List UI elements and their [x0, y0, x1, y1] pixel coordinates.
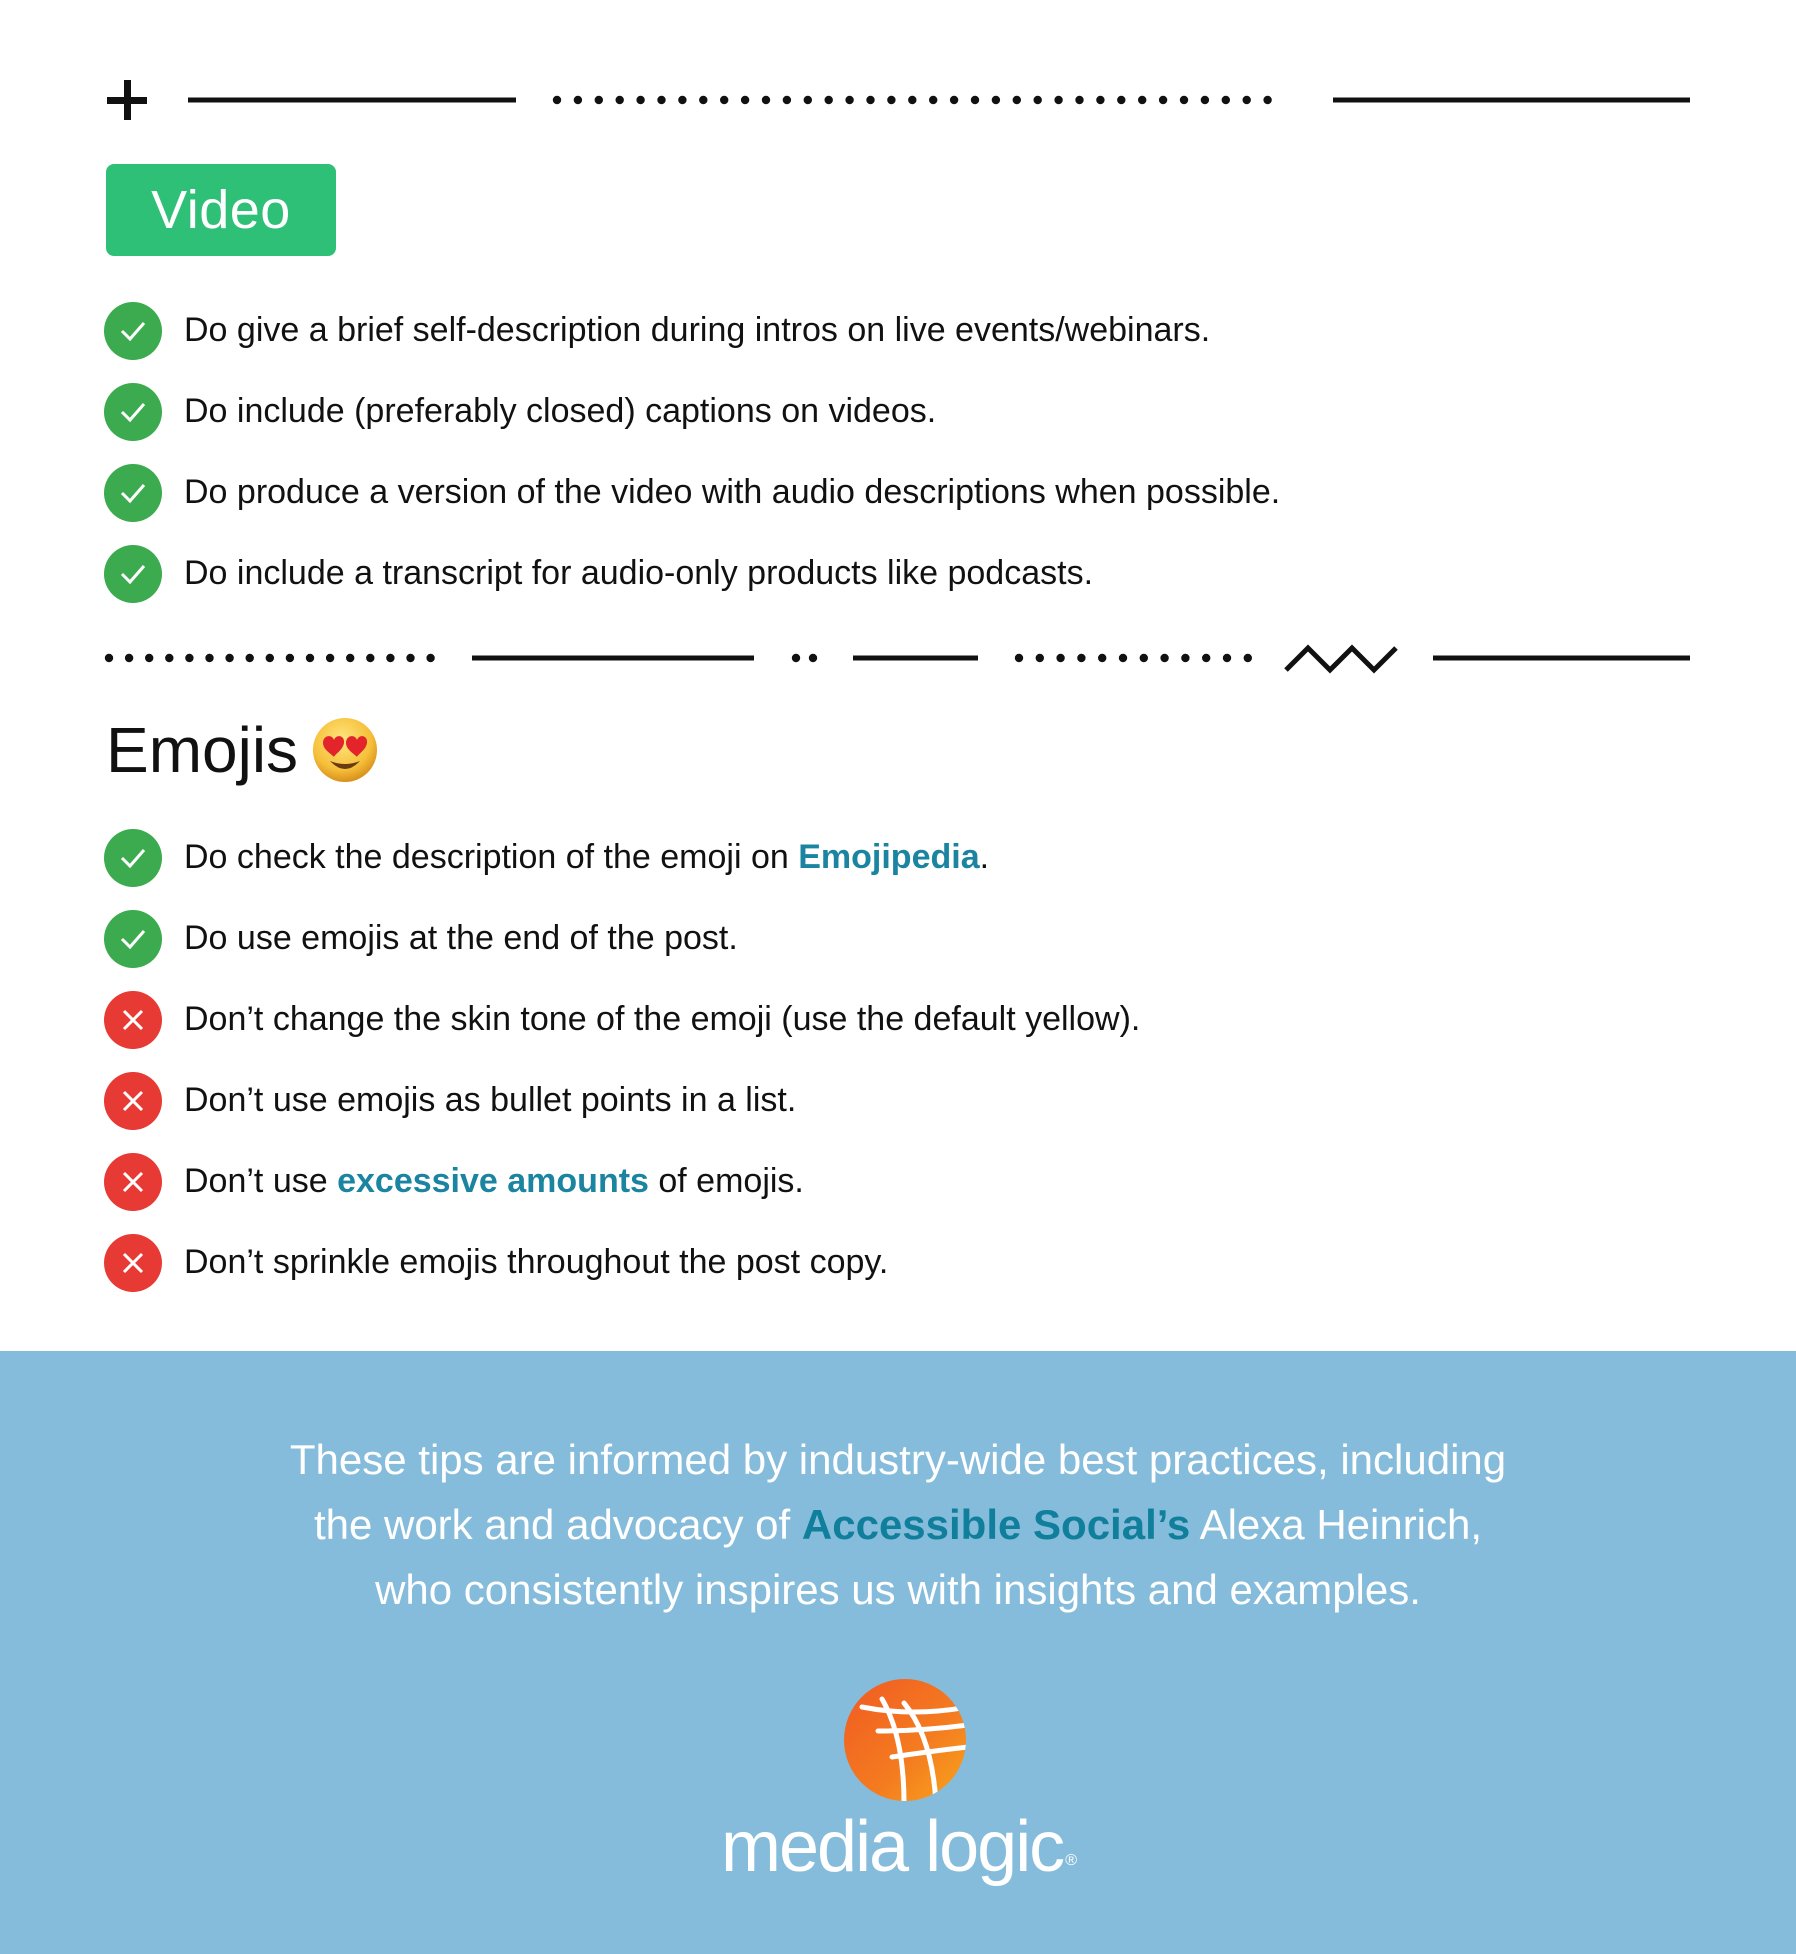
list-item [104, 452, 1280, 533]
tip-text: Do use emojis at the end of the post. [184, 919, 738, 957]
divider-dot [1138, 96, 1146, 104]
divider-dot [720, 96, 728, 104]
divider-dot [1119, 654, 1127, 662]
divider-dot [1201, 96, 1209, 104]
emojis-heading [106, 712, 380, 788]
zigzag-divider [1286, 648, 1396, 670]
divider-dot [804, 96, 812, 104]
divider-dot [306, 654, 314, 662]
divider-dot [1243, 96, 1251, 104]
divider-dot [1054, 96, 1062, 104]
divider-dot [225, 654, 233, 662]
divider-dot [950, 96, 958, 104]
divider-dot [1056, 654, 1064, 662]
list-item [104, 290, 1280, 371]
divider-dot [595, 96, 603, 104]
divider-dot [657, 96, 665, 104]
tip-text: Don’t use emojis as bullet points in a list. [184, 1081, 797, 1119]
divider-dot [266, 654, 274, 662]
divider-dot [574, 96, 582, 104]
divider-dot [616, 96, 624, 104]
video-section-badge: Video [106, 164, 336, 256]
divider-dot [1077, 654, 1085, 662]
divider-dot [1098, 654, 1106, 662]
divider-dot [678, 96, 686, 104]
cross-icon [104, 1234, 162, 1292]
cross-icon [104, 991, 162, 1049]
dotted-divider [105, 654, 435, 662]
cross-icon [104, 1153, 162, 1211]
list-item [104, 817, 1140, 898]
divider-dot [1263, 96, 1271, 104]
video-tips-list [104, 290, 1280, 614]
list-item [104, 533, 1280, 614]
divider-dot [386, 654, 394, 662]
divider-dot [286, 654, 294, 662]
divider-dot [809, 654, 817, 662]
divider-dot [406, 654, 414, 662]
accessible-social-link[interactable]: Accessible Social’s [801, 1501, 1191, 1548]
list-item [104, 898, 1140, 979]
divider-dot [205, 654, 213, 662]
divider-dot [1075, 96, 1083, 104]
dotted-divider [1015, 654, 1252, 662]
divider-dot [1015, 654, 1023, 662]
divider-dot [1140, 654, 1148, 662]
divider-dot [971, 96, 979, 104]
divider-dot [125, 654, 133, 662]
divider-dot [1223, 654, 1231, 662]
tip-text: Do include a transcript for audio-only products like podcasts. [184, 554, 1094, 592]
dotted-divider [553, 96, 1272, 104]
divider-dot [1159, 96, 1167, 104]
divider-dot [929, 96, 937, 104]
divider-dot [1034, 96, 1042, 104]
divider-dot [699, 96, 707, 104]
emoji-tips-list [104, 817, 1140, 1303]
divider-dot [105, 654, 113, 662]
divider-dot [866, 96, 874, 104]
check-icon [104, 829, 162, 887]
divider-dot [887, 96, 895, 104]
divider-dot [1202, 654, 1210, 662]
tip-text: Don’t change the skin tone of the emoji (use the default yellow). [184, 1000, 1141, 1038]
tip-text: Do produce a version of the video with audio descriptions when possible. [184, 473, 1281, 511]
media-logic-wordmark: media logic ® [721, 1807, 1075, 1887]
tip-text: Don’t use excessive amounts of emojis. [184, 1162, 804, 1200]
list-item [104, 1222, 1140, 1303]
check-icon [104, 910, 162, 968]
tip-text: Don’t sprinkle emojis throughout the post copy. [184, 1243, 889, 1281]
divider-dot [246, 654, 254, 662]
divider-dot [366, 654, 374, 662]
divider-dot [762, 96, 770, 104]
divider-dot [1244, 654, 1252, 662]
divider-dot [1181, 654, 1189, 662]
divider-dot [553, 96, 561, 104]
divider-dot [346, 654, 354, 662]
divider-dot [792, 654, 800, 662]
footer-credit-text: These tips are informed by industry-wide best practices, including the work and advocacy of Accessible Social’s Alexa Heinrich, who consistently inspires us with insights and examples. [289, 1436, 1507, 1613]
check-icon [104, 545, 162, 603]
check-icon [104, 464, 162, 522]
emojis-heading-text: Emojis [106, 714, 299, 786]
divider-dot [1180, 96, 1188, 104]
check-icon [104, 302, 162, 360]
tip-text: Do include (preferably closed) captions on videos. [184, 392, 937, 430]
tip-text: Do give a brief self-description during intros on live events/webinars. [184, 311, 1211, 349]
divider-dot [145, 654, 153, 662]
dotted-divider [792, 654, 817, 662]
divider-dot [165, 654, 173, 662]
divider-dot [1222, 96, 1230, 104]
media-logic-logo-icon [842, 1677, 968, 1803]
footer-panel [0, 1351, 1796, 1954]
divider-dot [1096, 96, 1104, 104]
plus-icon [107, 80, 147, 120]
list-item [104, 1060, 1140, 1141]
emojipedia-link[interactable]: Emojipedia [798, 838, 980, 876]
divider-dot [741, 96, 749, 104]
divider-dot [1036, 654, 1044, 662]
divider-dot [1160, 654, 1168, 662]
cross-icon [104, 1072, 162, 1130]
divider-dot [845, 96, 853, 104]
divider-dot [992, 96, 1000, 104]
tip-text: Do check the description of the emoji on Emojipedia. [184, 838, 990, 876]
divider-dot [1117, 96, 1125, 104]
divider-dot [825, 96, 833, 104]
divider-dot [426, 654, 434, 662]
divider-dot [636, 96, 644, 104]
divider-dot [326, 654, 334, 662]
heart-eyes-face-icon [310, 715, 380, 785]
list-item [104, 371, 1280, 452]
divider-dot [908, 96, 916, 104]
list-item [104, 1141, 1140, 1222]
divider-dot [185, 654, 193, 662]
check-icon [104, 383, 162, 441]
divider-dot [783, 96, 791, 104]
excessive-amounts-link[interactable]: excessive amounts [337, 1162, 649, 1200]
divider-dot [1013, 96, 1021, 104]
list-item [104, 979, 1140, 1060]
